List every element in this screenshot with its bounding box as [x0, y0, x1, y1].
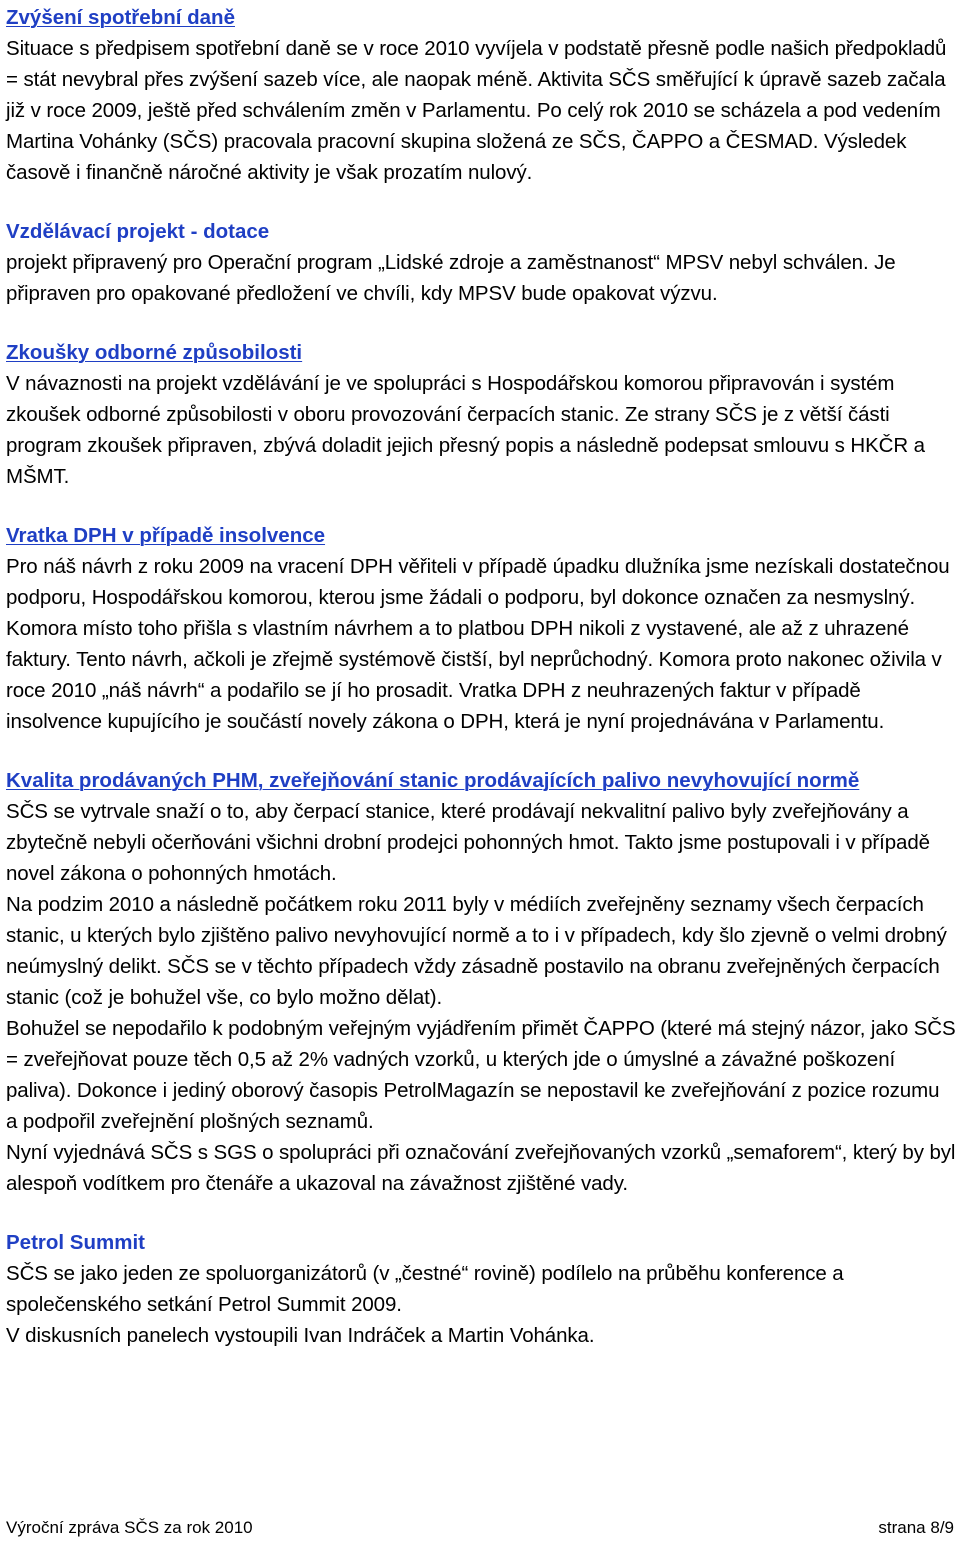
footer-document-title: Výroční zpráva SČS za rok 2010 [6, 1518, 253, 1537]
section-vratka-dph [6, 518, 956, 737]
section-paragraph: Na podzim 2010 a následně počátkem roku 2011 byly v médiích zveřejněny seznamy všech čerpacích stanic, u kterých bylo zjištěno palivo nevyhovující normě a to i v případech, kdy šlo zjevně o velmi drobný neúmyslný delikt. SČS se v těchto případech vždy zásadně postavilo na obranu zveřejněných čerpacích stanic (což je bohužel vše, co bylo možno dělat). [6, 893, 947, 1009]
section-paragraph: V diskusních panelech vystoupili Ivan Indráček a Martin Vohánka. [6, 1324, 595, 1347]
section-heading: Petrol Summit [6, 1231, 145, 1254]
section-heading: Zvýšení spotřební daně [6, 6, 235, 29]
section-kvalita-phm [6, 763, 956, 1199]
section-zkousky [6, 335, 956, 492]
page-footer [6, 1515, 954, 1541]
section-heading: Zkoušky odborné způsobilosti [6, 341, 303, 364]
section-heading: Vratka DPH v případě insolvence [6, 524, 326, 547]
section-paragraph: SČS se jako jeden ze spoluorganizátorů (v „čestné“ rovině) podílelo na průběhu konference a společenského setkání Petrol Summit 2009. [6, 1262, 844, 1316]
section-paragraph: Bohužel se nepodařilo k podobným veřejným vyjádřením přimět ČAPPO (které má stejný názor, jako SČS = zveřejňovat pouze těch 0,5 až 2% vadných vzorků, u kterých jde o úmyslné a závažné poškození paliva). Dokonce i jediný oborový časopis PetrolMagazín se nepostavil ke zveřejňování z pozice rozumu a podpořil zveřejnění plošných seznamů. [6, 1017, 956, 1133]
section-paragraph: projekt připravený pro Operační program „Lidské zdroje a zaměstnanost“ MPSV nebyl schválen. Je připraven pro opakované předložení ve chvíli, kdy MPSV bude opakovat výzvu. [6, 251, 896, 305]
section-vzdelavaci-projekt [6, 214, 956, 309]
section-paragraph: Pro náš návrh z roku 2009 na vracení DPH věřiteli v případě úpadku dlužníka jsme nezískali dostatečnou podporu, Hospodářskou komorou, kterou jsme žádali o podporu, byl dokonce označen za nesmyslný. Komora místo toho přišla s vlastním návrhem a to platbou DPH nikoli z vystavené, ale až z uhrazené faktury. Tento návrh, ačkoli je zřejmě systémově čistší, byl neprůchodný. Komora proto nakonec oživila v roce 2010 „náš návrh“ a podařilo se jí ho prosadit. Vratka DPH z neuhrazených faktur v případě insolvence kupujícího je součástí novely zákona o DPH, která je nyní projednávána v Parlamentu. [6, 555, 950, 733]
section-petrol-summit [6, 1225, 956, 1351]
section-paragraph: SČS se vytrvale snaží o to, aby čerpací stanice, které prodávají nekvalitní palivo byly zveřejňovány a zbytečně nebyli očerňováni všichni drobní prodejci pohonných hmot. Takto jsme postupovali i v případě novel zákona o pohonných hmotách. [6, 800, 930, 885]
section-paragraph: Nyní vyjednává SČS s SGS o spolupráci při označování zveřejňovaných vzorků „semaforem“, který by byl alespoň vodítkem pro čtenáře a ukazoval na závažnost zjištěné vady. [6, 1141, 956, 1195]
section-heading: Vzdělávací projekt - dotace [6, 220, 270, 243]
document-page [6, 0, 956, 1377]
section-paragraph: Situace s předpisem spotřební daně se v roce 2010 vyvíjela v podstatě přesně podle našich předpokladů = stát nevybral přes zvýšení sazeb více, ale naopak méně. Aktivita SČS směřující k úpravě sazeb začala již v roce 2009, ještě před schválením změn v Parlamentu. Po celý rok 2010 se scházela a pod vedením Martina Vohánky (SČS) pracovala pracovní skupina složená ze SČS, ČAPPO a ČESMAD. Výsledek časově i finančně náročné aktivity je však prozatím nulový. [6, 37, 947, 184]
section-paragraph: V návaznosti na projekt vzdělávání je ve spolupráci s Hospodářskou komorou připravován i systém zkoušek odborné způsobilosti v oboru provozování čerpacích stanic. Ze strany SČS je z větší části program zkoušek připraven, zbývá doladit jejich přesný popis a následně podepsat smlouvu s HKČR a MŠMT. [6, 372, 925, 488]
footer-page-number: strana 8/9 [878, 1518, 954, 1537]
section-spotrebni-dan [6, 0, 956, 188]
section-heading: Kvalita prodávaných PHM, zveřejňování stanic prodávajících palivo nevyhovující normě [6, 769, 860, 792]
